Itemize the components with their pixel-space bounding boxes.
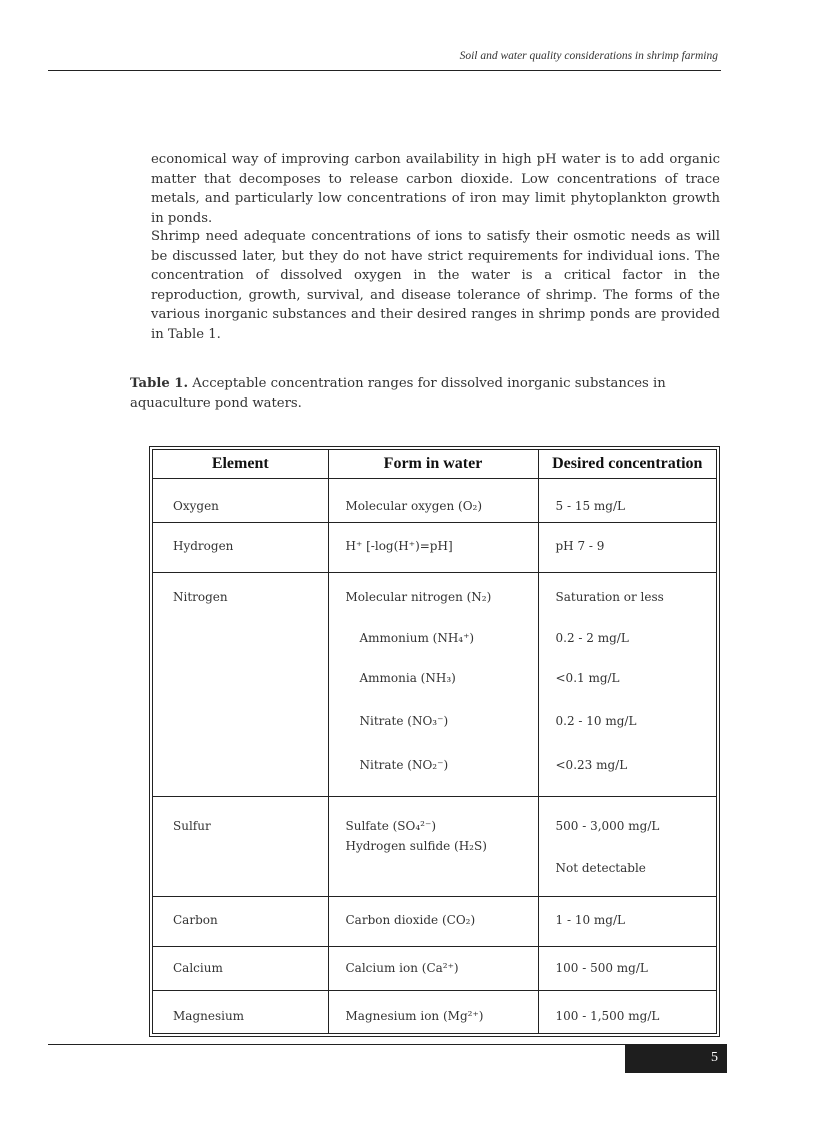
header-form: Form in water xyxy=(328,450,538,479)
page-number-box xyxy=(625,1044,727,1073)
cell-element: Sulfur xyxy=(173,819,211,833)
footer-rule xyxy=(48,1044,625,1045)
table-row-oxygen xyxy=(153,479,716,523)
cell-element: Hydrogen xyxy=(173,539,234,553)
cell-form: Hydrogen sulfide (H₂S) xyxy=(345,839,487,853)
concentration-table xyxy=(149,446,720,1037)
header-concentration: Desired concentration xyxy=(538,450,716,479)
cell-concentration: 1 - 10 mg/L xyxy=(555,913,625,927)
cell-concentration: 500 - 3,000 mg/L xyxy=(555,819,660,833)
table-row-sulfur xyxy=(153,797,716,897)
cell-form: Carbon dioxide (CO₂) xyxy=(345,913,476,927)
body-paragraph-2: Shrimp need adequate concentrations of ions to satisfy their osmotic needs as will be discussed later, but they do not have strict requirements for individual ions. The concentration of dissolved oxygen in the water is a critical factor in the reproduction, growth, survival, and disease tolerance of shrimp. The forms of the various inorganic substances and their desired ranges in shrimp ponds are provided in Table 1. xyxy=(151,229,720,342)
cell-form: Molecular oxygen (O₂) xyxy=(345,499,483,513)
cell-concentration: Not detectable xyxy=(555,861,646,875)
table-row-magnesium xyxy=(153,991,716,1034)
cell-form: Calcium ion (Ca²⁺) xyxy=(345,961,459,975)
header-rule xyxy=(48,70,721,71)
cell-form: Nitrate (NO₂⁻) xyxy=(359,758,449,772)
table-caption-text: Acceptable concentration ranges for dissolved inorganic substances in aquaculture pond waters. xyxy=(130,376,666,411)
cell-form: Nitrate (NO₃⁻) xyxy=(359,714,449,728)
table-caption-label: Table 1. xyxy=(130,376,189,391)
cell-concentration: 0.2 - 2 mg/L xyxy=(555,631,629,645)
cell-form: Sulfate (SO₄²⁻) xyxy=(345,819,436,833)
cell-element: Magnesium xyxy=(173,1009,245,1023)
cell-concentration: 0.2 - 10 mg/L xyxy=(555,714,637,728)
table-header-row xyxy=(153,450,716,479)
cell-concentration: Saturation or less xyxy=(555,590,664,604)
cell-element: Calcium xyxy=(173,961,223,975)
cell-form: Ammonia (NH₃) xyxy=(359,671,456,685)
cell-form: Ammonium (NH₄⁺) xyxy=(359,631,475,645)
cell-concentration: <0.1 mg/L xyxy=(555,671,620,685)
cell-form: H⁺ [-log(H⁺)=pH] xyxy=(345,539,453,553)
cell-element: Carbon xyxy=(173,913,218,927)
cell-concentration: 100 - 1,500 mg/L xyxy=(555,1009,660,1023)
cell-form: Magnesium ion (Mg²⁺) xyxy=(345,1009,484,1023)
header-element: Element xyxy=(153,450,328,479)
cell-concentration: 100 - 500 mg/L xyxy=(555,961,648,975)
cell-form: Molecular nitrogen (N₂) xyxy=(345,590,492,604)
body-paragraph-1: economical way of improving carbon availability in high pH water is to add organic matter that decomposes to release carbon dioxide. Low concentrations of trace metals, and particularly low concentrations of iron may limit phytoplankton growth in ponds. xyxy=(151,152,720,226)
page-number: 5 xyxy=(711,1050,718,1065)
table-row-carbon xyxy=(153,897,716,947)
table-row-hydrogen xyxy=(153,523,716,573)
cell-concentration: pH 7 - 9 xyxy=(555,539,605,553)
table-row-nitrogen xyxy=(153,573,716,797)
table-row-calcium xyxy=(153,947,716,991)
cell-element: Oxygen xyxy=(173,499,219,513)
cell-concentration: <0.23 mg/L xyxy=(555,758,628,772)
cell-concentration: 5 - 15 mg/L xyxy=(555,499,625,513)
cell-element: Nitrogen xyxy=(173,590,228,604)
running-head: Soil and water quality considerations in shrimp farming xyxy=(459,50,718,62)
table-caption xyxy=(130,374,720,413)
